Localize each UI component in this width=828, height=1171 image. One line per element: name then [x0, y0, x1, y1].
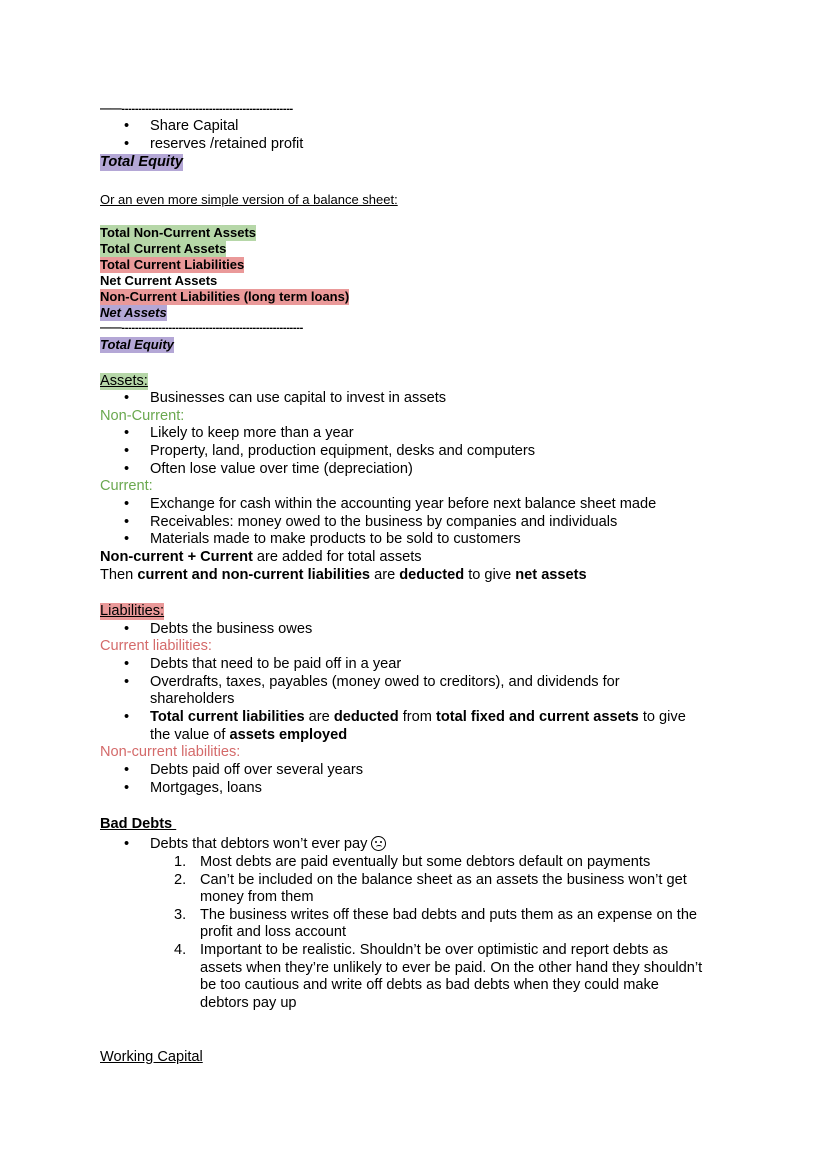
non-current-heading: Non-Current:	[100, 408, 185, 424]
numbered-item-continuation: money from them	[200, 889, 314, 905]
non-current-liabilities-heading: Non-current liabilities:	[100, 744, 241, 760]
list-item-continuation: shareholders	[150, 691, 235, 707]
numbered-item-continuation: profit and loss account	[200, 924, 347, 940]
current-heading: Current:	[100, 478, 153, 494]
divider-line: ——------------------------------------------------------	[100, 322, 304, 334]
numbered-item-continuation: assets when they’re unlikely to ever be paid. On the other hand they shouldn’t	[200, 960, 703, 976]
divider-line: ——---------------------------------------------------	[100, 103, 293, 115]
working-capital-heading: Working Capital	[100, 1049, 203, 1065]
list-item-continuation: the value of assets employed	[150, 727, 348, 743]
total-current-assets: Total Current Assets	[100, 241, 227, 256]
total-equity-label: Total Equity	[100, 154, 183, 170]
total-current-liabilities: Total Current Liabilities	[100, 257, 245, 272]
document-page: ——--------------------------------------------------- Share Capital reserves /retained profit Total Equity Or an even more simple version of a balance sheet: Total Non-Current Assets Total Current Assets Total Current Liabilities Net Current Assets Non-Current Liabilities (long term loans) Net Assets ——------------------------------------------------------ Total Equity Assets: Businesses can use capital to invest in assets Non-Current: Likely to keep more than a year Property, land, production equipment, desks and computers Often lose value over time (depreciation) Current: Exchange for cash within the accounting year before next balance sheet made Receivables: money owed to the business by companies and individuals Materials made to make products to be sold to customers Non-current + Current are added for total assets Then current and non-current liabilities are deducted to give net assets Liabilities: Debts the business owes Current liabilities: Debts that need to be paid off in a year Overdrafts, taxes, payables (money owed to creditors), and dividends for shareholders Total current liabilities are deducted from total fixed and current assets to give the value of assets employed Non-current liabilities: Debts paid off over several years Mortgages, loans Bad Debts Debts that debtors won’t ever pay 1. Most debts are paid eventually but some debtors default on payments 2. Can’t be included on the balance sheet as an assets the business won’t get money from them 3. The business writes off these bad debts and puts them as an expense on the profit and loss account 4. Important to be realistic. Shouldn’t be over optimistic and report debts as assets when they’re unlikely to ever be paid. On the other hand they shouldn’t be too cautious and write off debts as bad debts when they could make debtors pay up Working Capital	[100, 103, 703, 1065]
total-equity-label: Total Equity	[100, 337, 174, 352]
non-current-liabilities: Non-Current Liabilities (long term loans)	[100, 289, 350, 304]
liabilities-heading: Liabilities:	[100, 603, 165, 619]
assets-summary-2: Then current and non-current liabilities are deducted to give net assets	[100, 567, 587, 583]
net-assets: Net Assets	[100, 305, 167, 320]
assets-summary-1: Non-current + Current are added for total assets	[100, 549, 422, 565]
numbered-item-continuation: debtors pay up	[200, 995, 297, 1011]
net-current-assets: Net Current Assets	[100, 273, 218, 288]
total-non-current-assets: Total Non-Current Assets	[100, 225, 257, 240]
bad-debts-heading: Bad Debts	[100, 816, 177, 832]
numbered-item-continuation: be too cautious and write off debts as bad debts when they could make	[200, 977, 659, 993]
current-liabilities-heading: Current liabilities:	[100, 638, 212, 654]
simple-version-heading: Or an even more simple version of a balance sheet:	[100, 192, 398, 207]
assets-heading: Assets:	[100, 373, 148, 389]
frown-emoji-icon	[371, 836, 386, 851]
